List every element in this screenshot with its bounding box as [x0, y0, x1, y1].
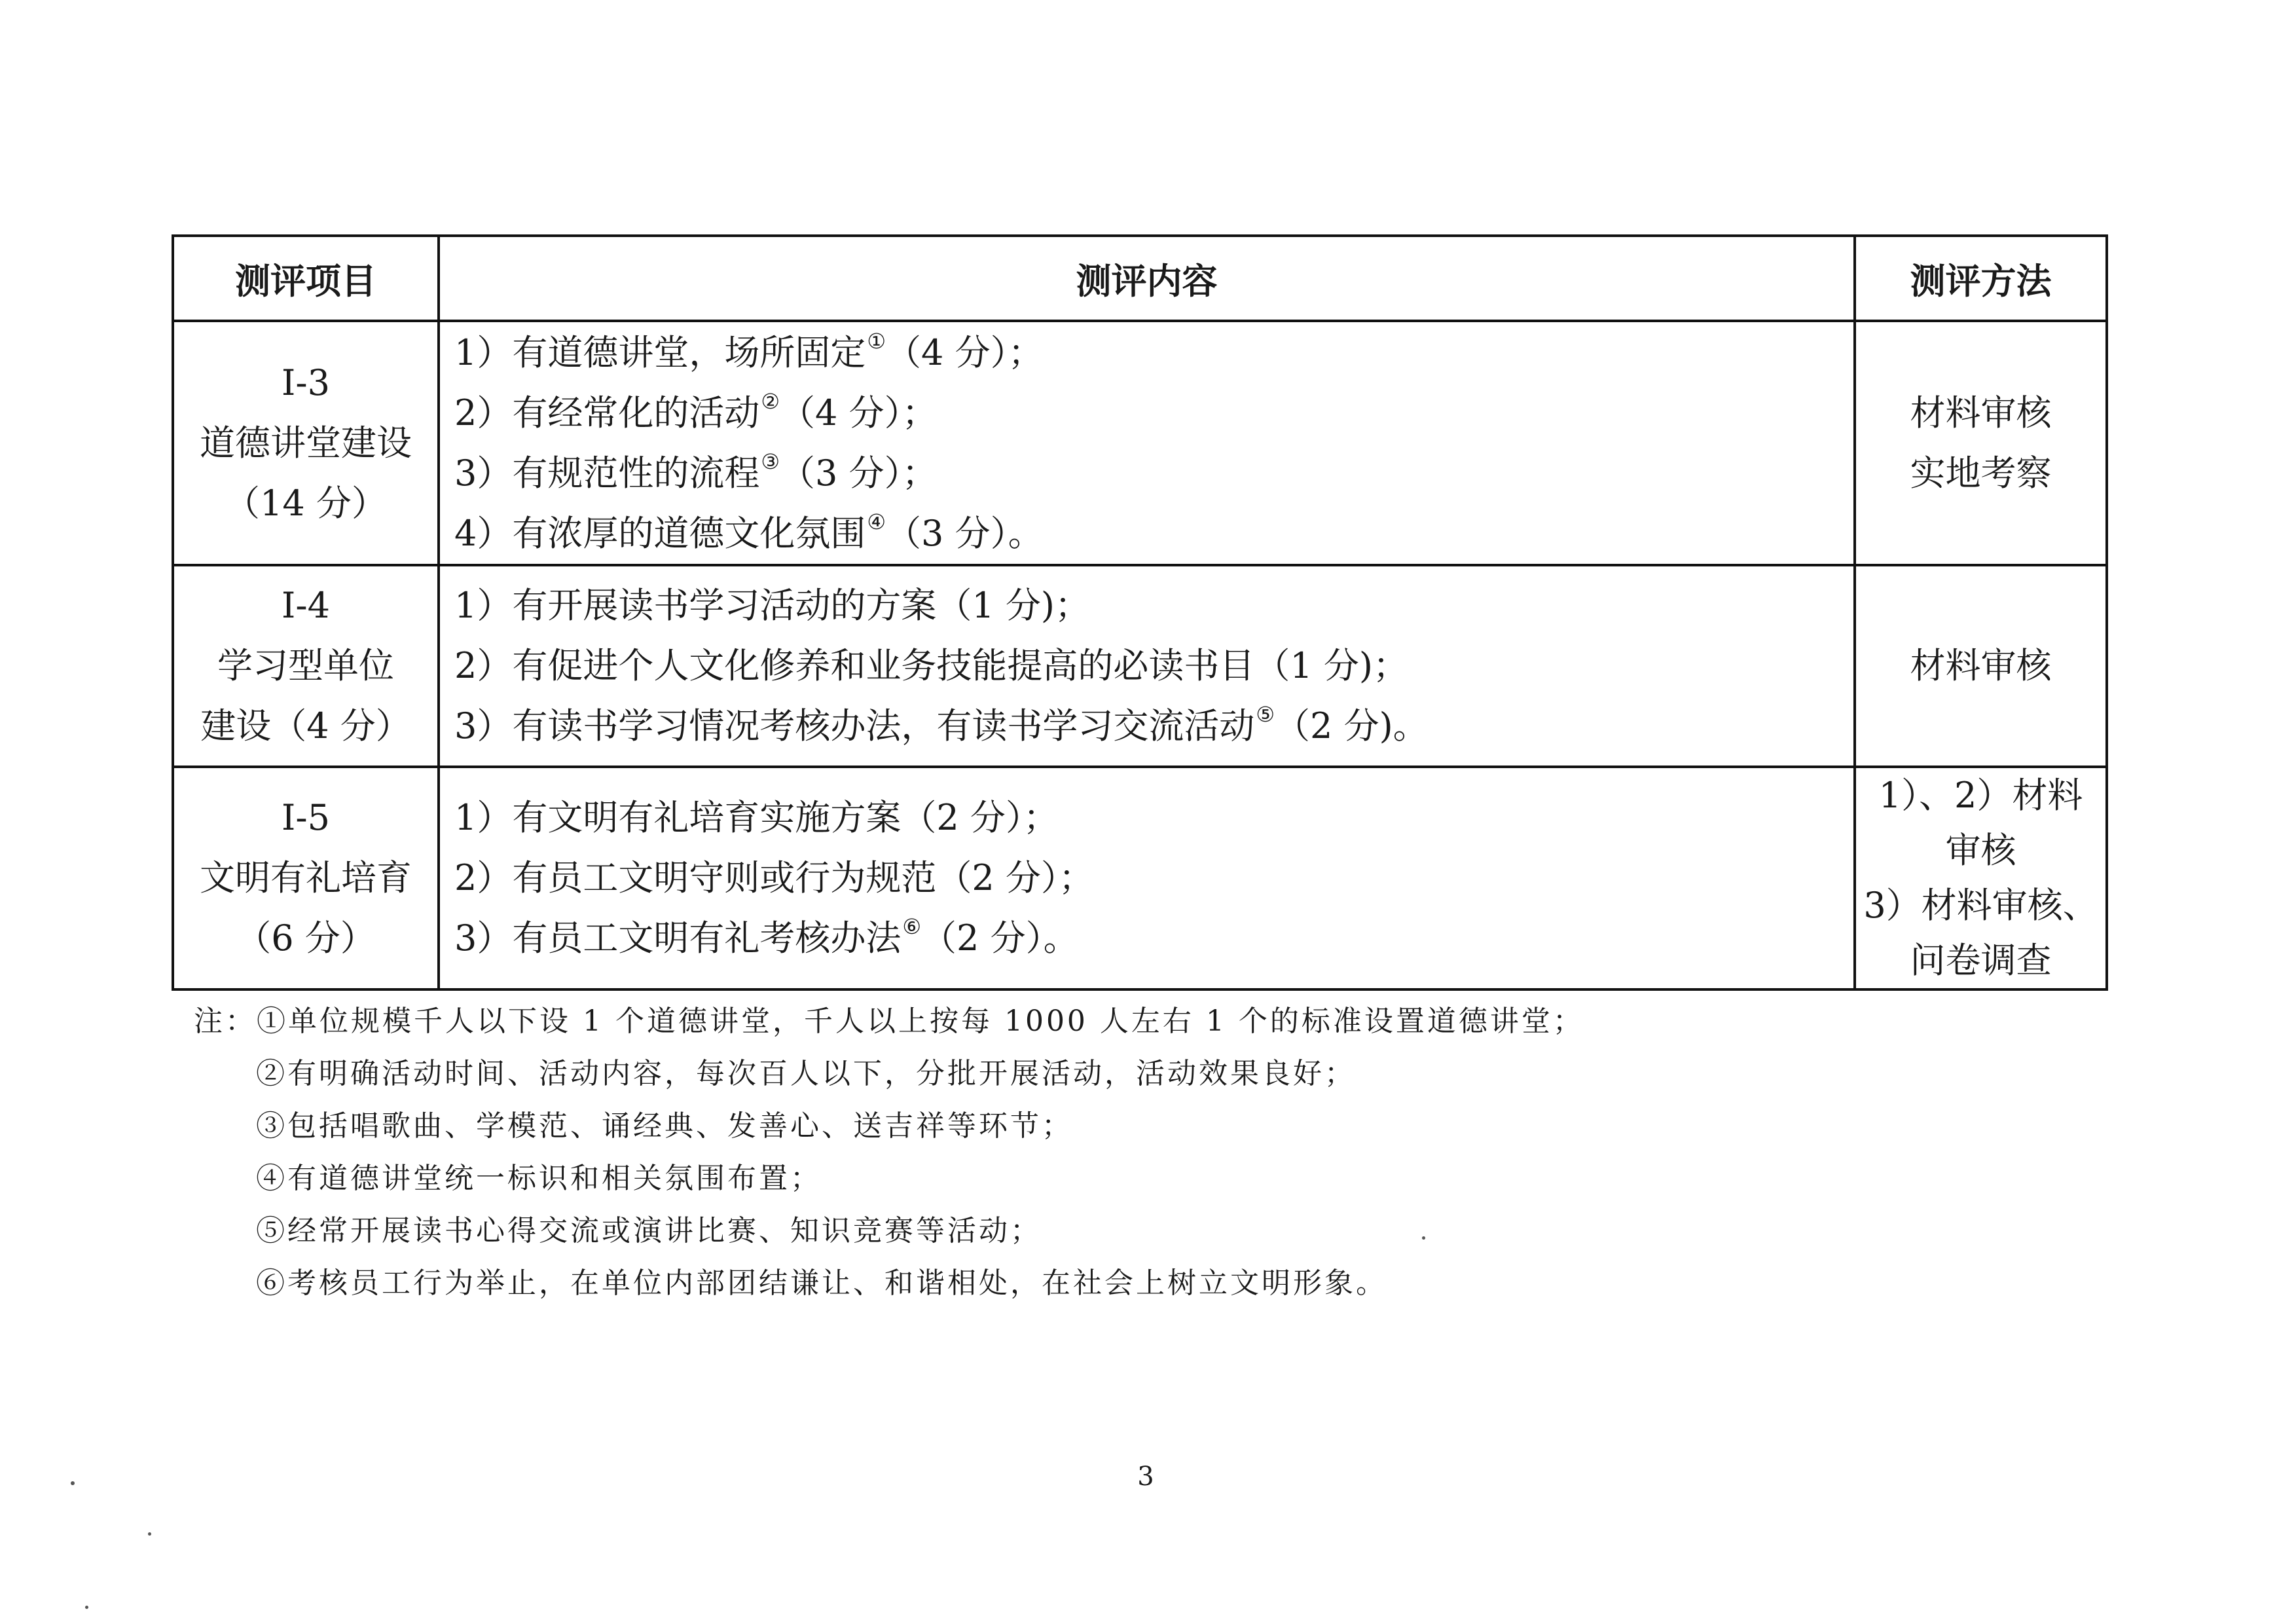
item-code: Ⅰ-3: [282, 361, 330, 403]
scan-speck: [148, 1532, 151, 1536]
content-cell: [439, 767, 1855, 989]
scan-speck: [71, 1481, 75, 1485]
footnote-line: 注：①单位规模千人以下设 1 个道德讲堂，千人以上按每 1000 人左右 1 个的标准设置道德讲堂；: [194, 1005, 1584, 1038]
content-line: 3）有规范性的流程③（3 分）；: [454, 449, 938, 494]
footnote-line: ⑥考核员工行为举止，在单位内部团结谦让、和谐相处，在社会上树立文明形象。: [256, 1266, 1387, 1300]
scan-speck: [85, 1606, 88, 1609]
content-line: 2）有促进个人文化修养和业务技能提高的必读书目（1 分)；: [454, 645, 1408, 686]
footnote-mark: ⑥: [902, 914, 922, 939]
item-score: （6 分）: [236, 917, 376, 959]
content-line: 3）有读书学习情况考核办法，有读书学习交流活动⑤（2 分)。: [454, 702, 1429, 747]
footnote-mark: ①: [867, 328, 886, 354]
method-cell: 材料审核 实地考察: [1855, 321, 2107, 565]
content-cell: [439, 565, 1855, 767]
item-cell: [173, 321, 439, 565]
content-line: 1）有开展读书学习活动的方案（1 分)；: [454, 585, 1090, 626]
content-line: 3）有员工文明有礼考核办法⑥（2 分）。: [454, 914, 1079, 959]
table-header-row: [173, 236, 2107, 321]
item-code: Ⅰ-5: [282, 797, 330, 838]
footnotes: [194, 995, 1584, 1310]
item-cell: [173, 767, 439, 989]
item-title: 道德讲堂建设: [200, 422, 412, 464]
page-number: 3: [1137, 1462, 1154, 1492]
footnote-line: ③包括唱歌曲、学模范、诵经典、发善心、送吉祥等环节；: [256, 1109, 1073, 1143]
table-row: [173, 321, 2107, 565]
header-method: 测评方法: [1855, 236, 2107, 321]
content-line: 1）有文明有礼培育实施方案（2 分）；: [454, 797, 1059, 838]
item-title: 学习型单位: [217, 645, 394, 686]
evaluation-table: [172, 234, 2108, 991]
content-line: 2）有经常化的活动②（4 分）；: [454, 388, 938, 434]
table-row: [173, 767, 2107, 989]
footnote-line: ④有道德讲堂统一标识和相关氛围布置；: [256, 1162, 822, 1195]
footnote-mark: ④: [867, 509, 886, 534]
table-row: [173, 565, 2107, 767]
scan-speck: [1422, 1236, 1425, 1240]
item-score: 建设（4 分）: [200, 705, 411, 747]
content-line: 1）有道德讲堂，场所固定①（4 分）；: [454, 328, 1044, 373]
item-code: Ⅰ-4: [282, 585, 330, 626]
content-line: 2）有员工文明守则或行为规范（2 分）；: [454, 857, 1094, 898]
footnote-mark: ③: [761, 449, 780, 474]
method-cell: 材料审核: [1855, 565, 2107, 767]
method-cell: 1）、2）材料 审核 3）材料审核、 问卷调查: [1855, 767, 2107, 989]
content-line: 4）有浓厚的道德文化氛围④（3 分）。: [454, 509, 1044, 554]
item-cell: [173, 565, 439, 767]
footnote-line: ⑤经常开展读书心得交流或演讲比赛、知识竞赛等活动；: [256, 1214, 1042, 1247]
footnote-line: ②有明确活动时间、活动内容，每次百人以下，分批开展活动，活动效果良好；: [256, 1057, 1356, 1090]
header-item: 测评项目: [173, 236, 439, 321]
item-score: （14 分）: [225, 482, 387, 524]
footnote-mark: ⑤: [1256, 702, 1275, 727]
header-content: 测评内容: [439, 236, 1855, 321]
content-cell: [439, 321, 1855, 565]
footnote-mark: ②: [761, 388, 780, 414]
item-title: 文明有礼培育: [200, 857, 412, 898]
